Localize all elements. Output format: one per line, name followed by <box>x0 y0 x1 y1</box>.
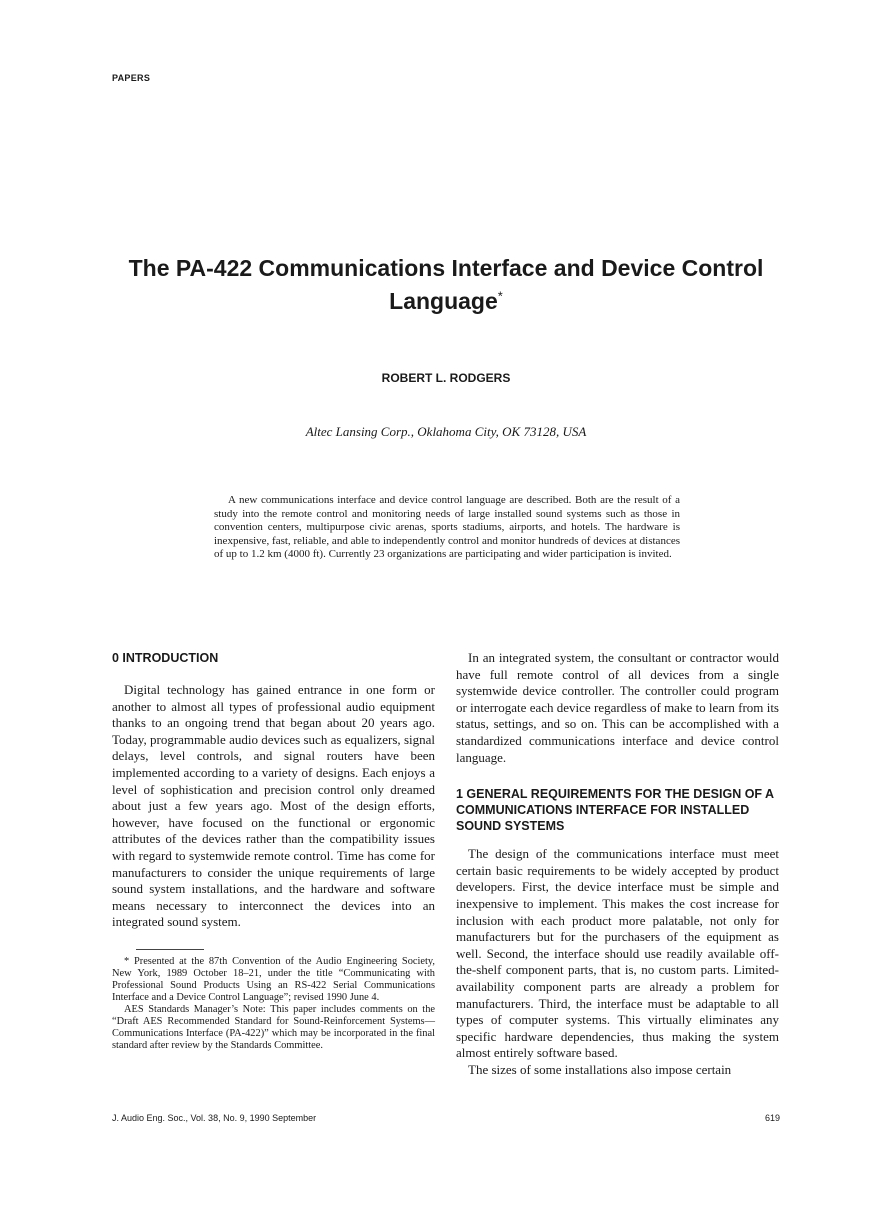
section-heading-general-requirements: 1 GENERAL REQUIREMENTS FOR THE DESIGN OF A COMMUNICATIONS INTERFACE FOR INSTALLED SOUND SYSTEMS <box>456 787 774 834</box>
author-name: ROBERT L. RODGERS <box>381 371 511 385</box>
section-label: PAPERS <box>112 73 151 83</box>
footnote-standards-note: AES Standards Manager’s Note: This paper includes comments on the “Draft AES Recommended Standard for Sound-Reinforcement Systems—Communications Interface (PA-422)” which may be incorporated in the final standard after review by the Standards Committee. <box>112 1003 435 1051</box>
paper-title <box>100 252 792 318</box>
abstract-text: A new communications interface and device control language are described. Both are the result of a study into the remote control and monitoring needs of large installed sound systems such as those in convention centers, multipurpose civic arenas, sports stadiums, airports, and hotels. The hardware is inexpensive, fast, reliable, and able to independently control and monitor hundreds of devices at distances of up to 1.2 km (4000 ft). Currently 23 organizations are participating and wider participation is invited. <box>214 494 680 561</box>
paper-title-text: The PA-422 Communications Interface and Device Control Language <box>128 255 764 314</box>
section-heading-introduction: 0 INTRODUCTION <box>112 651 219 665</box>
title-footnote-marker: * <box>497 288 503 304</box>
page-number: 619 <box>764 1113 780 1123</box>
journal-citation: J. Audio Eng. Soc., Vol. 38, No. 9, 1990 September <box>112 1113 317 1123</box>
sec1-paragraph-1: The design of the communications interface must meet certain basic requirements to be widely accepted by product developers. First, the device interface must be simple and inexpensive to implement. This makes the cost increase for inclusion with each product more palatable, not only for manufacturers but for the purchasers of the equipment as well. Second, the interface should use readily available off-the-shelf component parts, that is, no custom parts. Limited-availability component parts are already a problem for manufacturers. Third, the interface must be adaptable to all types of computer systems. This virtually eliminates any specific hardware dependencies, thus making the system almost entirely software based. <box>456 846 779 1061</box>
author-affiliation: Altec Lansing Corp., Oklahoma City, OK 73128, USA <box>305 424 587 439</box>
sec1-paragraph-2: The sizes of some installations also impose certain <box>468 1061 732 1077</box>
left-column <box>112 650 435 1052</box>
intro-paragraph-2: In an integrated system, the consultant or contractor would have full remote control of all devices from a single systemwide device controller. The controller could program or interrogate each device regardless of make to learn from its status, settings, and so on. This can be accomplished with a standardized communications interface and device control language. <box>456 650 779 765</box>
right-column <box>456 650 779 1078</box>
abstract <box>214 494 680 562</box>
footnote-presented: * Presented at the 87th Convention of the Audio Engineering Society, New York, 1989 October 18–21, under the title “Communicating with Professional Sound Products Using an RS-422 Serial Communications Interface and a Device Control Language”; revised 1990 June 4. <box>112 955 435 1003</box>
intro-paragraph-1: Digital technology has gained entrance in one form or another to almost all types of professional audio equipment thanks to an ongoing trend that began about 20 years ago. Today, programmable audio devices such as equalizers, signal delays, level controls, and signal routers have been implemented according to a variety of designs. Each enjoys a level of sophistication and precision control only dreamed about just a few years ago. Most of the design efforts, however, have focused on the functional or ergonomic attributes of the devices rather than the compatibility issues with regard to systemwide remote control. Time has come for manufacturers to consider the unique requirements of large sound system installations, and the hardware and software means necessary to interconnect the devices into an integrated sound system. <box>112 682 435 930</box>
footnote-divider <box>136 949 204 950</box>
